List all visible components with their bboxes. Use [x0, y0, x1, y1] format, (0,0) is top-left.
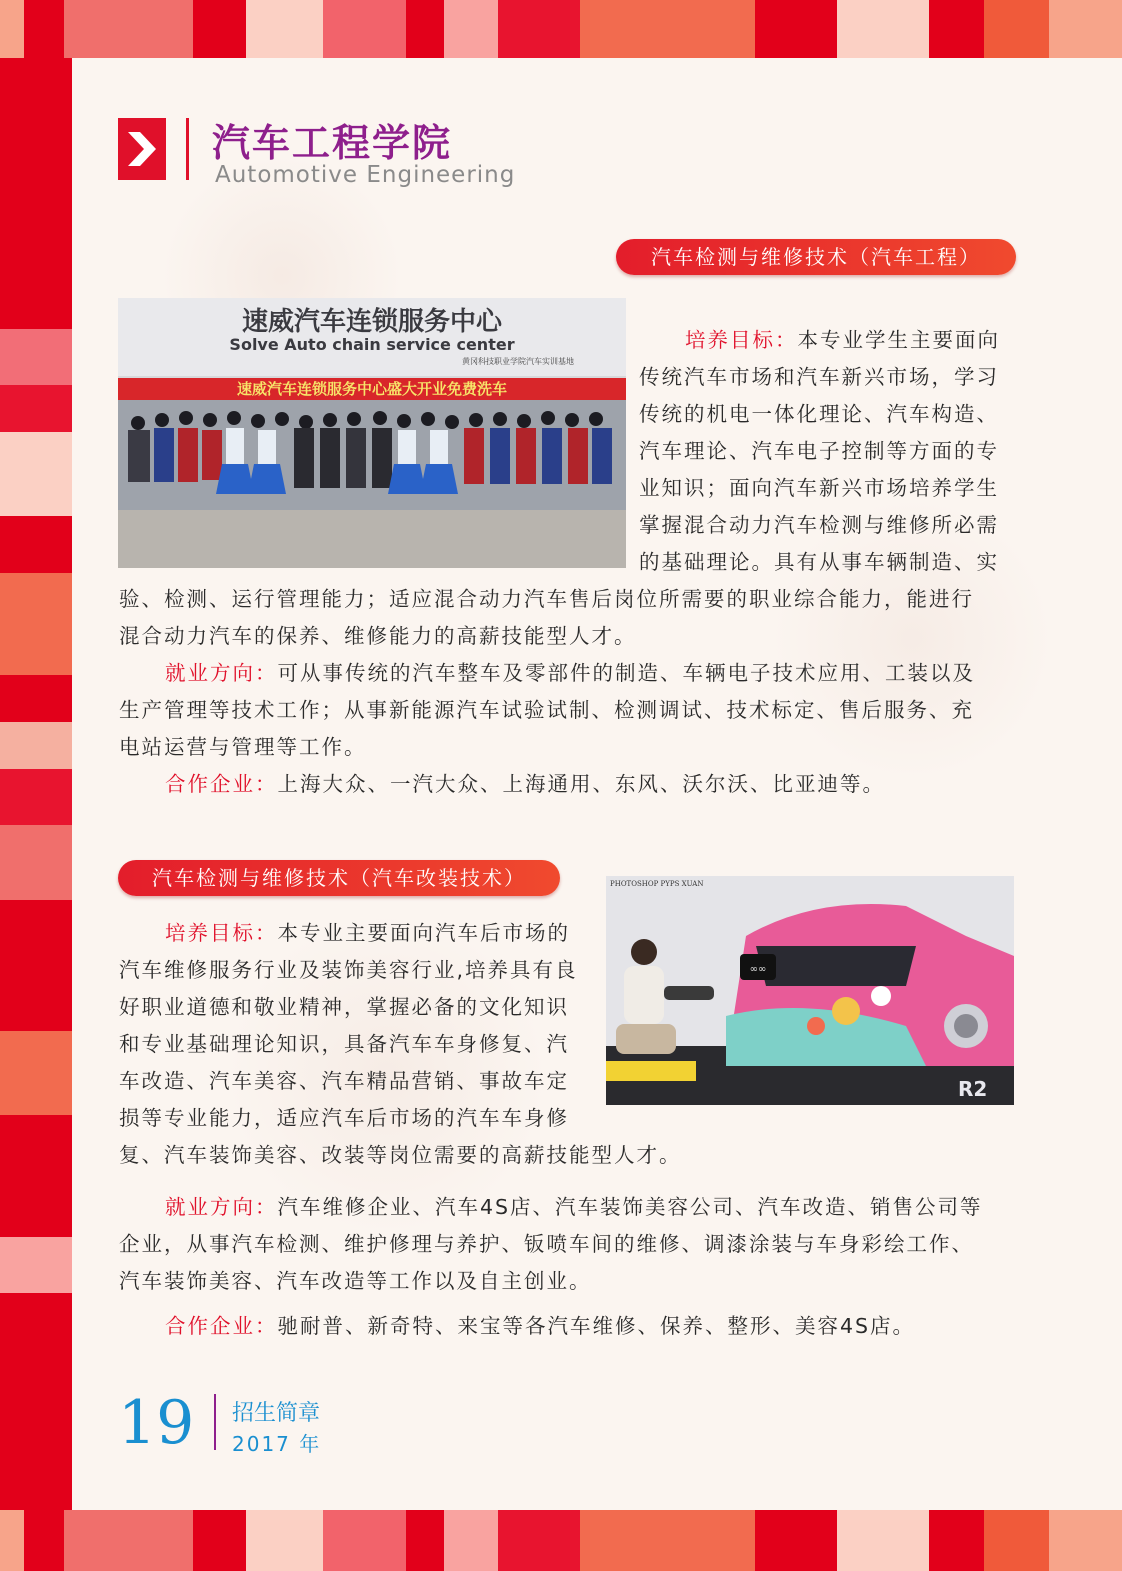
section1-goal-line: 掌握混合动力汽车检测与维修所必需 [639, 513, 999, 537]
page-subtitle: Automotive Engineering [215, 162, 516, 188]
section1-career-line: 生产管理等技术工作；从事新能源汽车试验试制、检测调试、技术标定、售后服务、充 [119, 698, 974, 722]
top-color-band [0, 0, 1122, 58]
brochure-year: 2017 年 [232, 1432, 322, 1456]
section1-heading: 汽车检测与维修技术（汽车工程） [616, 239, 1016, 275]
left-color-band [0, 58, 72, 1510]
section1-goal-line: 混合动力汽车的保养、维修能力的高薪技能型人才。 [119, 624, 637, 648]
header-divider [186, 118, 189, 180]
section2-partner-label: 合作企业： [165, 1314, 278, 1338]
section2-goal-line: 车改造、汽车美容、汽车精品营销、事故车定 [119, 1069, 569, 1093]
section1-career-line: 电站运营与管理等工作。 [119, 735, 367, 759]
section1-goal-line: 验、检测、运行管理能力；适应混合动力汽车售后岗位所需要的职业综合能力，能进行 [119, 587, 974, 611]
section2-career-line: 汽车维修企业、汽车4S店、汽车装饰美容公司、汽车改造、销售公司等 [277, 1195, 983, 1219]
section2-goal-line: 损等专业能力，适应汽车后市场的汽车车身修 [119, 1106, 569, 1130]
chevron-logo-icon [118, 118, 166, 180]
section1-goal-line: 的基础理论。具有从事车辆制造、实 [639, 550, 999, 574]
photo2-mark: R2 [958, 1077, 988, 1101]
section2-goal-line: 好职业道德和敬业精神，掌握必备的文化知识 [119, 995, 569, 1019]
brochure-label: 招生简章 [232, 1401, 321, 1426]
section1-goal-line: 汽车理论、汽车电子控制等方面的专 [639, 439, 999, 463]
section1-photo [118, 298, 626, 568]
section2-partner-paragraph [119, 1308, 1019, 1345]
section2-career-line: 汽车装饰美容、汽车改造等工作以及自主创业。 [119, 1269, 592, 1293]
section1-goal-line: 传统汽车市场和汽车新兴市场，学习 [639, 365, 999, 389]
section2-goal-label: 培养目标： [165, 921, 278, 945]
section1-goal-continued [119, 581, 1019, 655]
section1-career-label: 就业方向： [165, 661, 278, 685]
section2-goal-line: 汽车维修服务行业及装饰美容行业,培养具有良 [119, 958, 578, 982]
section1-goal-paragraph [639, 322, 1019, 581]
section2-heading: 汽车检测与维修技术（汽车改装技术） [118, 860, 560, 896]
section1-partner-paragraph [119, 766, 1019, 803]
section2-career-label: 就业方向： [165, 1195, 278, 1219]
section1-partner-text: 上海大众、一汽大众、上海通用、东风、沃尔沃、比亚迪等。 [277, 772, 885, 796]
section2-partner-text: 驰耐普、新奇特、来宝等各汽车维修、保养、整形、美容4S店。 [277, 1314, 916, 1338]
section2-photo [606, 876, 1014, 1105]
bottom-color-band [0, 1510, 1122, 1571]
section1-goal-line: 本专业学生主要面向 [797, 328, 1000, 352]
section1-career-line: 可从事传统的汽车整车及零部件的制造、车辆电子技术应用、工装以及 [277, 661, 975, 685]
section1-career-paragraph [119, 655, 1019, 766]
section2-goal-line: 和专业基础理论知识，具备汽车车身修复、汽 [119, 1032, 569, 1056]
photo1-sign-sub: 黄冈科技职业学院汽车实训基地 [462, 357, 574, 366]
section1-goal-label: 培养目标： [685, 328, 798, 352]
section2-career-line: 企业，从事汽车检测、维护修理与养护、钣喷车间的维修、调漆涂装与车身彩绘工作、 [119, 1232, 974, 1256]
section2-goal-line: 本专业主要面向汽车后市场的 [277, 921, 570, 945]
photo1-sign-en: Solve Auto chain service center [229, 335, 515, 354]
page-title: 汽车工程学院 [212, 121, 453, 165]
footer-divider [214, 1394, 216, 1450]
section1-partner-label: 合作企业： [165, 772, 278, 796]
section2-goal-line: 复、汽车装饰美容、改装等岗位需要的高薪技能型人才。 [119, 1143, 682, 1167]
page-number: 19 [118, 1388, 195, 1458]
section2-career-paragraph [119, 1189, 1019, 1300]
photo2-caption: PHOTOSHOP PYPS XUAN [610, 880, 704, 888]
photo1-sign-cn: 速威汽车连锁服务中心 [241, 307, 503, 337]
photo1-banner: 速威汽车连锁服务中心盛大开业免费洗车 [236, 380, 508, 398]
section1-goal-line: 传统的机电一体化理论、汽车构造、 [639, 402, 999, 426]
svg-text:∞∞: ∞∞ [749, 964, 767, 975]
section2-goal-paragraph [119, 915, 682, 1174]
section1-goal-line: 业知识；面向汽车新兴市场培养学生 [639, 476, 999, 500]
